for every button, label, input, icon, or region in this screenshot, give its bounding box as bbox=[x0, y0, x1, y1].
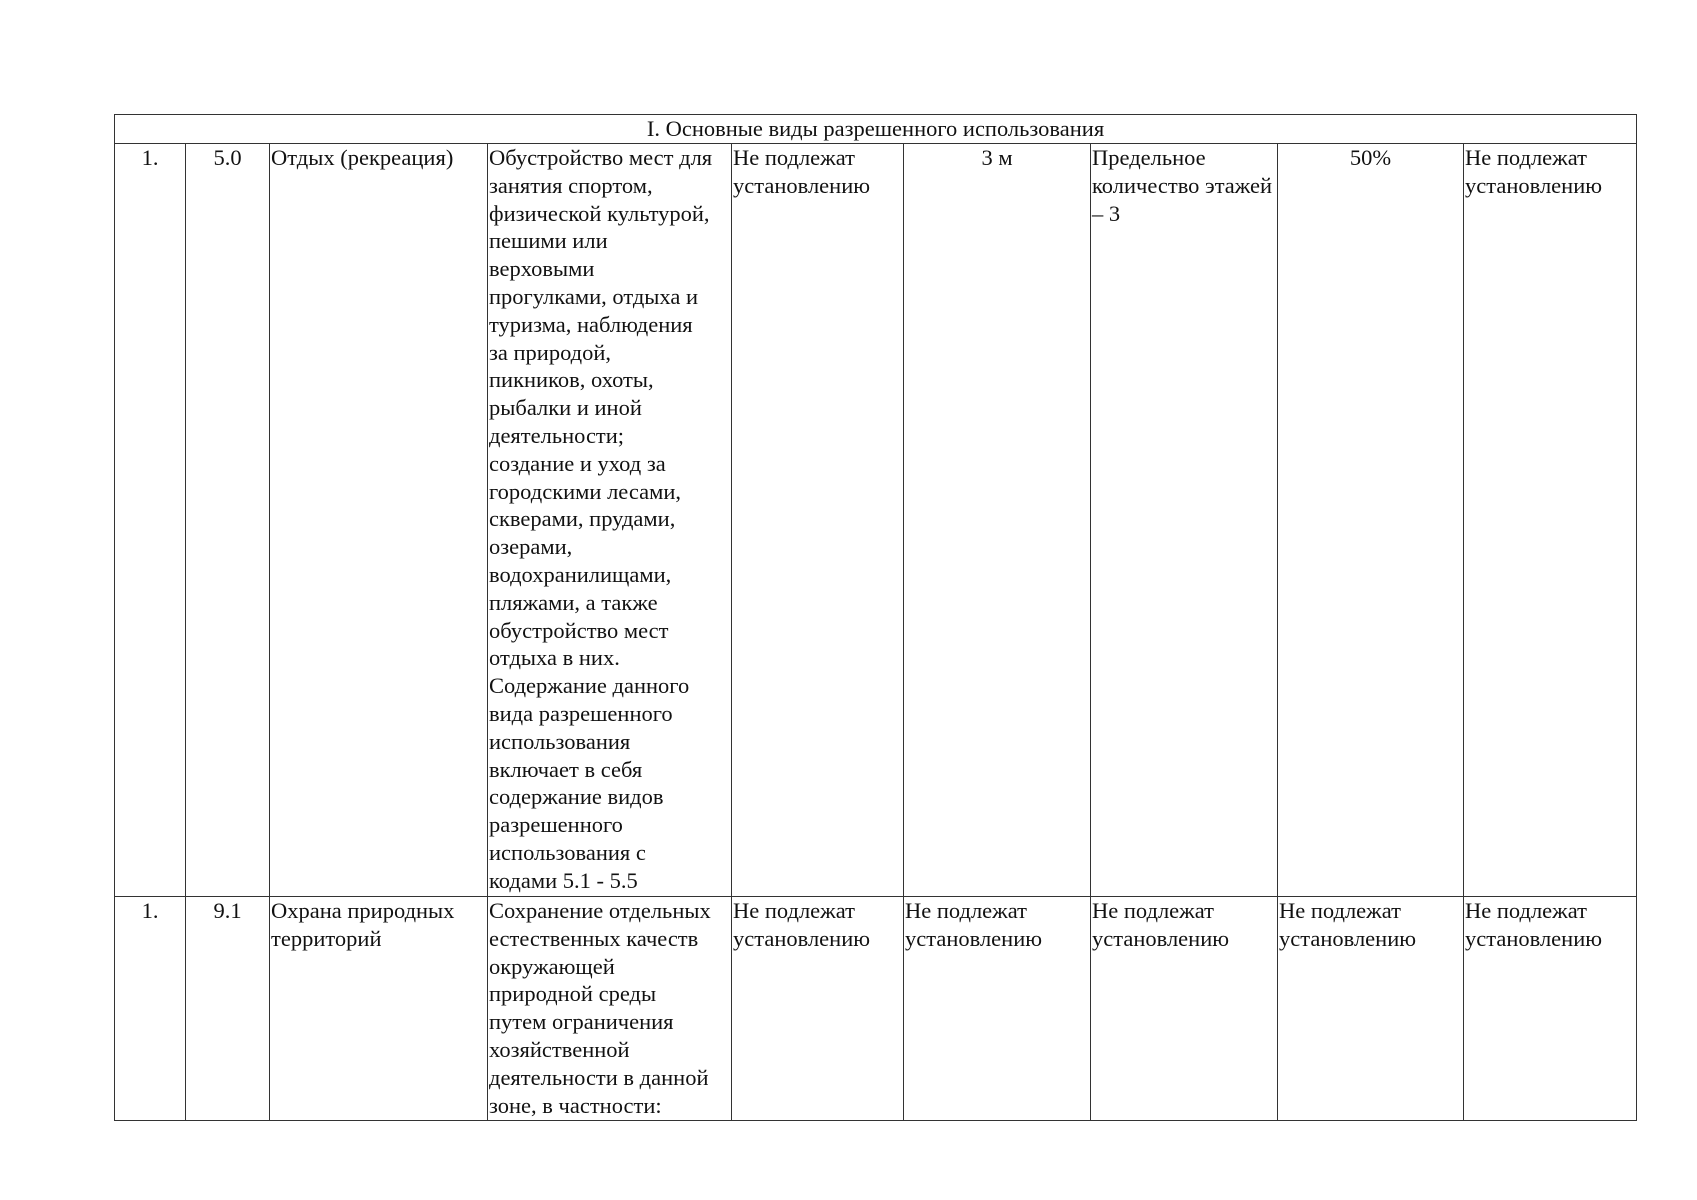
use-code: 5.0 bbox=[186, 144, 270, 897]
param-cell: Не подлежат установлению bbox=[1091, 897, 1278, 1121]
param-cell: 3 м bbox=[904, 144, 1091, 897]
use-code: 9.1 bbox=[186, 897, 270, 1121]
row-number: 1. bbox=[115, 897, 186, 1121]
use-name: Отдых (рекреация) bbox=[270, 144, 488, 897]
use-description: Сохранение отдельных естественных качеств окружающей природной среды путем ограничения хозяйственной деятельности в данной зоне, в частности: bbox=[488, 897, 732, 1121]
table-row bbox=[115, 897, 1637, 1121]
land-use-table bbox=[114, 114, 1637, 1121]
use-name: Охрана природных территорий bbox=[270, 897, 488, 1121]
param-cell: Не подлежат установлению bbox=[732, 144, 904, 897]
table-row bbox=[115, 144, 1637, 897]
section-title: I. Основные виды разрешенного использования bbox=[115, 115, 1637, 144]
param-cell: 50% bbox=[1278, 144, 1464, 897]
param-cell: Не подлежат установлению bbox=[1464, 144, 1637, 897]
param-cell: Не подлежат установлению bbox=[904, 897, 1091, 1121]
use-description: Обустройство мест для занятия спортом, физической культурой, пешими или верховыми прогулками, отдыха и туризма, наблюдения за природой, пикников, охоты, рыбалки и иной деятельности; создание и уход за городскими лесами, скверами, прудами, озерами, водохранилищами, пляжами, а также обустройство мест отдыха в них. Содержание данного вида разрешенного использования включает в себя содержание видов разрешенного использования с кодами 5.1 - 5.5 bbox=[488, 144, 732, 897]
param-cell: Не подлежат установлению bbox=[732, 897, 904, 1121]
param-cell: Предельное количество этажей – 3 bbox=[1091, 144, 1278, 897]
section-header-row bbox=[115, 115, 1637, 144]
param-cell: Не подлежат установлению bbox=[1464, 897, 1637, 1121]
param-cell: Не подлежат установлению bbox=[1278, 897, 1464, 1121]
row-number: 1. bbox=[115, 144, 186, 897]
